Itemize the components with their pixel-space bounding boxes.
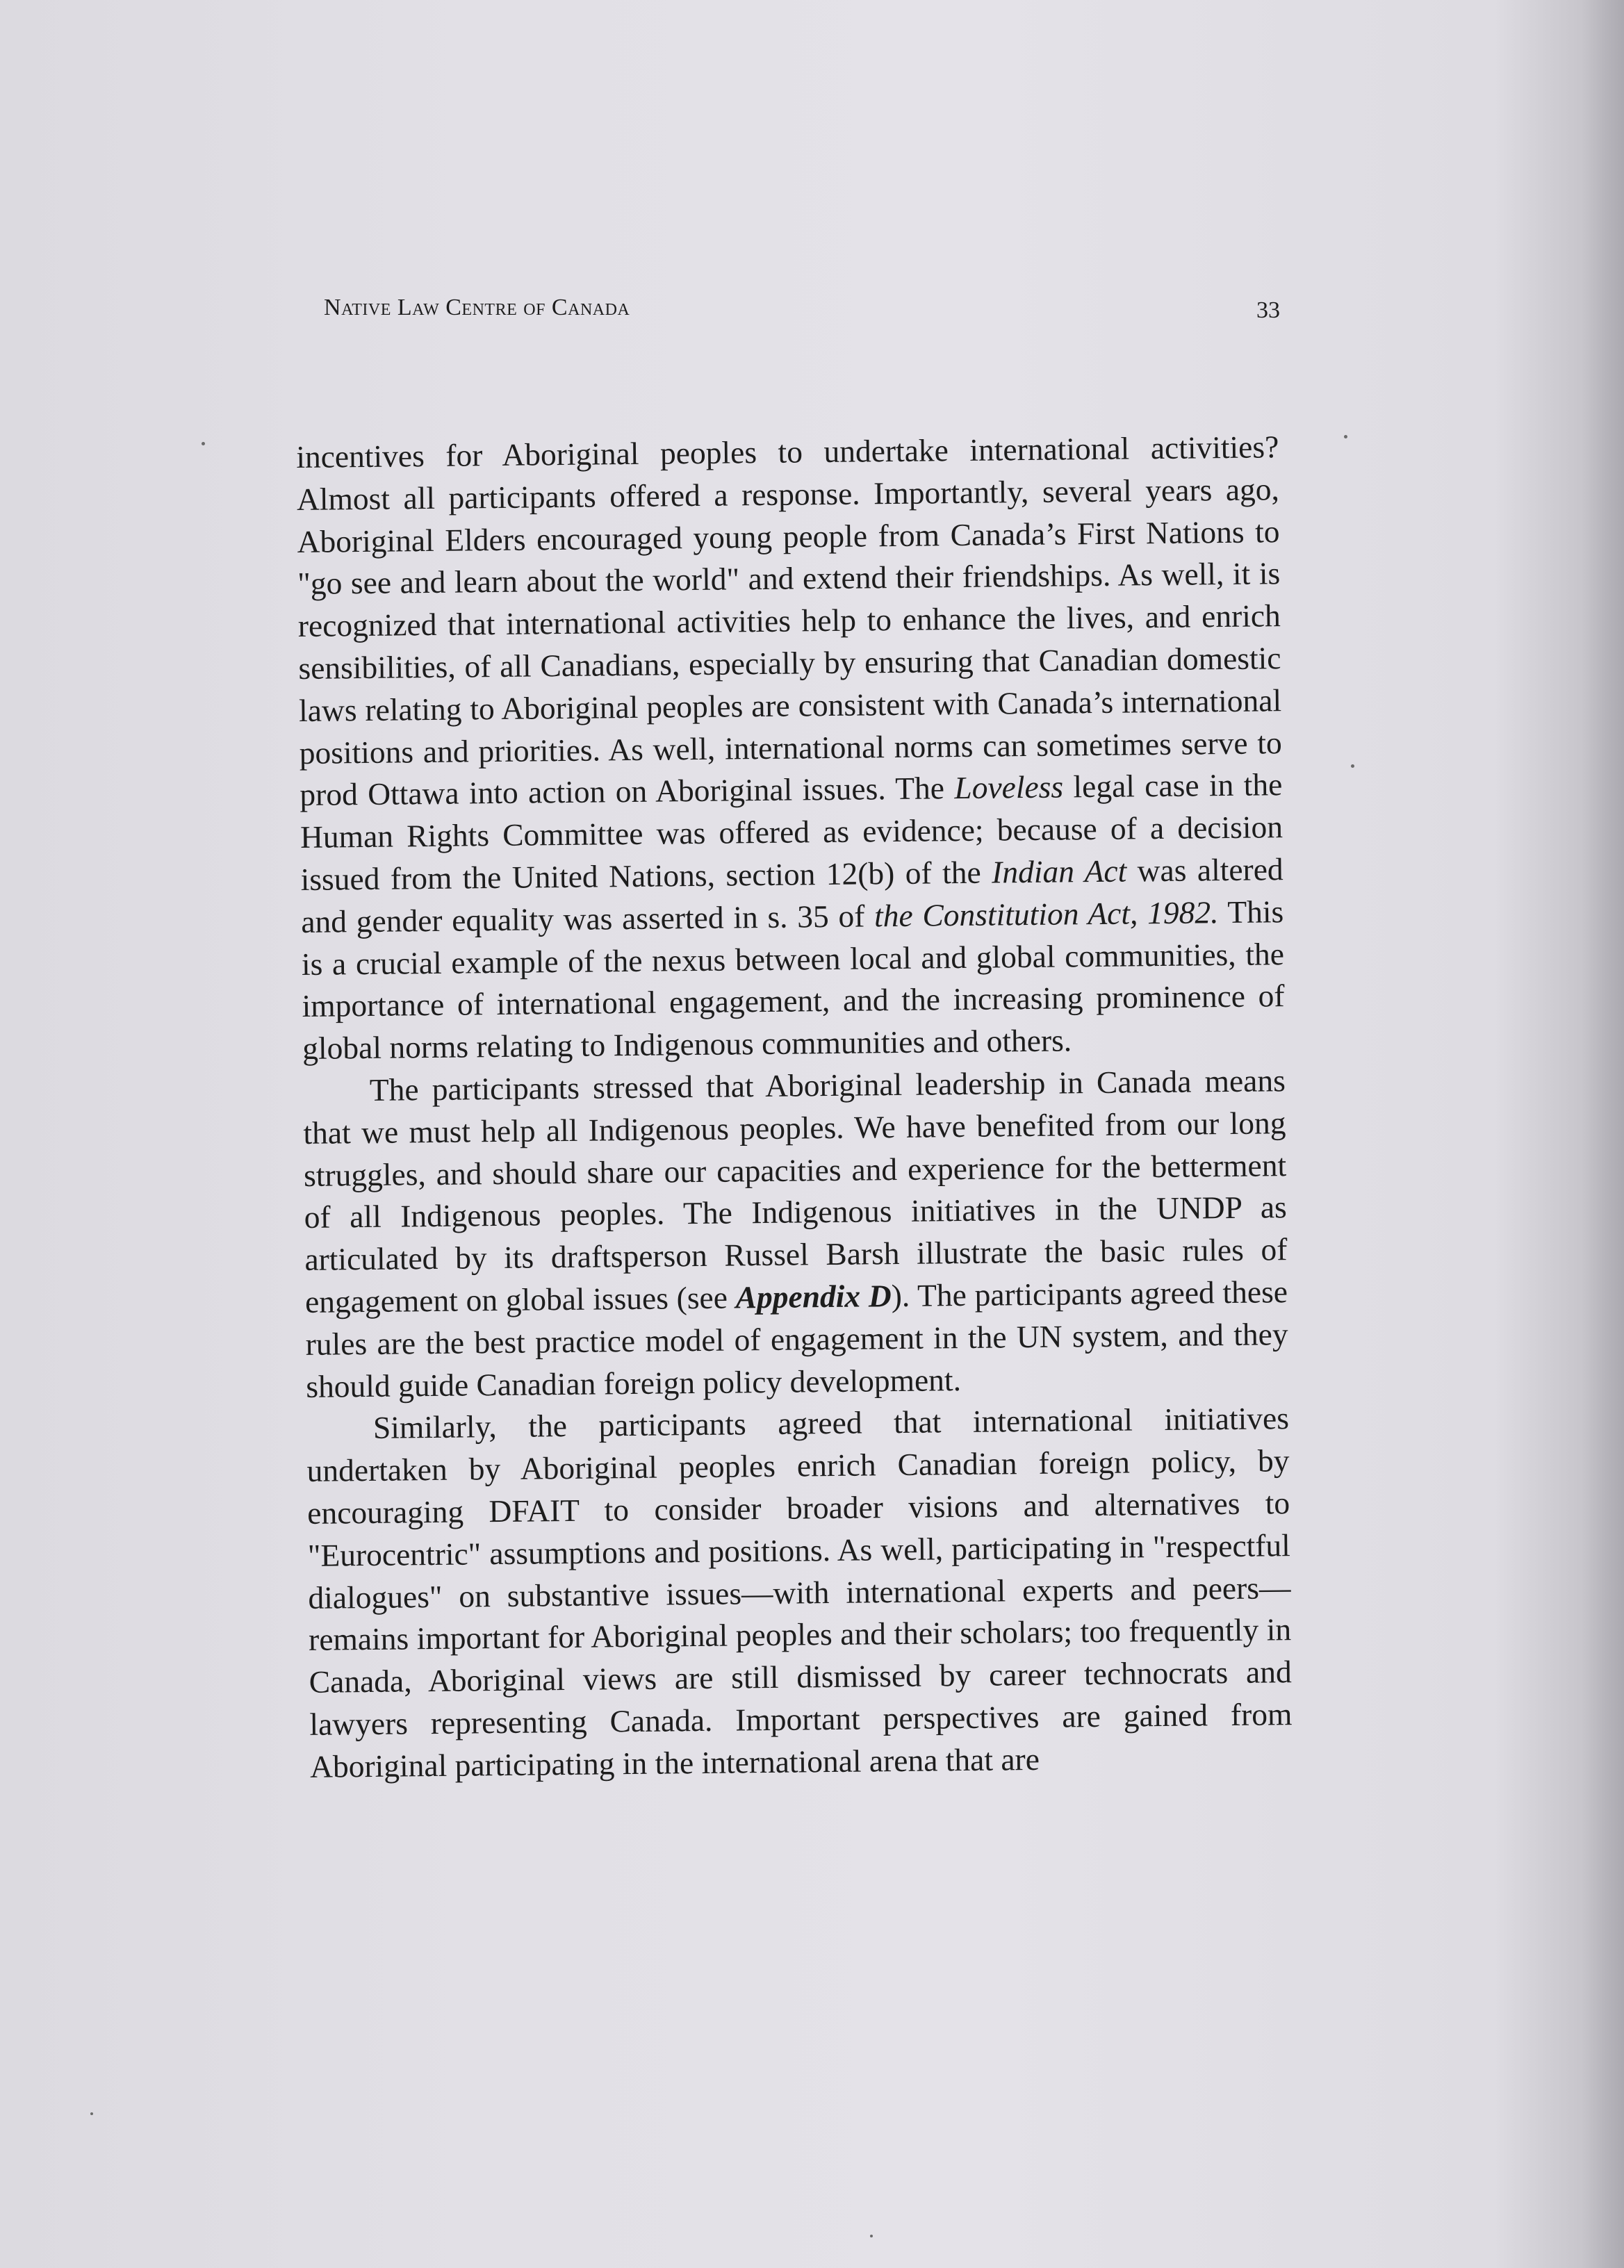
page-edge-shadow bbox=[1582, 0, 1624, 2268]
page-number: 33 bbox=[1256, 297, 1280, 323]
italic-text: Indian Act bbox=[991, 853, 1127, 890]
running-title-smallcaps: ative bbox=[341, 295, 397, 320]
paragraph-text: Similarly, the participants agreed that international initiatives undertaken by Aboriginal peoples enrich Canadian foreign policy, by encouraging DFAIT to consider broader visions and alternatives to "Eurocentric" assumptions and positions. As well, participating in "respectful dialogues" on substantive issues—with international experts and peers—remains important for Aboriginal peoples and their scholars; too frequently in Canada, Aboriginal views are still dismissed by career technocrats and lawyers representing Canada. Important perspectives are gained from Aboriginal participating in the international arena that are bbox=[306, 1400, 1293, 1784]
scan-speck bbox=[202, 442, 205, 445]
scan-speck bbox=[90, 2112, 93, 2115]
body-text bbox=[296, 426, 1293, 1788]
running-header bbox=[324, 295, 1297, 329]
italic-text: Loveless bbox=[954, 769, 1064, 806]
scan-speck bbox=[1344, 435, 1347, 438]
paragraph bbox=[296, 426, 1285, 1070]
paragraph-text: ). The participants agreed these rules are the best practice model of engagement in the UN system, and they should guide Canadian foreign policy development. bbox=[305, 1274, 1288, 1404]
running-title-smallcaps: aw bbox=[412, 295, 446, 320]
running-title-capital: C bbox=[551, 295, 568, 320]
paragraph-text: was altered and gender equality was asserted in s. 35 of bbox=[301, 851, 1283, 939]
running-title bbox=[324, 295, 630, 320]
paragraph-text: legal case in the Human Rights Committee was offered as evidence; because of a decision issued from the United Nations, section 12(b) of the bbox=[300, 766, 1283, 897]
italic-text: the Constitution Act, 1982. bbox=[873, 894, 1219, 934]
paragraph bbox=[306, 1397, 1293, 1788]
running-title-capital: N bbox=[324, 295, 342, 320]
running-title-capital: C bbox=[445, 295, 462, 320]
paragraph-text: This is a crucial example of the nexus between local and global communities, the importance of international engagement, and the increasing prominence of global norms relating to Indigenous communities and others. bbox=[301, 893, 1285, 1067]
running-title-capital: L bbox=[397, 295, 413, 320]
paragraph-text: incentives for Aboriginal peoples to undertake international activities? Almost all participants offered a response. Importantly, several years ago, Aboriginal Elders encouraged young people from Canada’s First Nations to "go see and learn about the world" and extend their friendships. As well, it is recognized that international activities help to enhance the lives, and enrich sensibilities, of all Canadians, especially by ensuring that Canadian domestic laws relating to Aboriginal peoples are consistent with Canada’s international positions and priorities. As well, international norms can sometimes serve to prod Ottawa into action on Aboriginal issues. The bbox=[296, 429, 1282, 813]
running-title-smallcaps: entre of bbox=[461, 295, 552, 320]
running-title-smallcaps: anada bbox=[568, 295, 630, 320]
paragraph-text: The participants stressed that Aboriginal leadership in Canada means that we must help all Indigenous peoples. We have benefited from our long struggles, and should share our capacities and experience for the betterment of all Indigenous peoples. The Indigenous initiatives in the UNDP as articulated by its draftsperson Russel Barsh illustrate the basic rules of engagement on global issues (see bbox=[303, 1062, 1288, 1320]
bold-italic-text: Appendix D bbox=[735, 1278, 892, 1315]
scan-speck bbox=[1351, 764, 1354, 768]
paragraph bbox=[303, 1060, 1289, 1408]
scan-speck bbox=[870, 2235, 873, 2237]
